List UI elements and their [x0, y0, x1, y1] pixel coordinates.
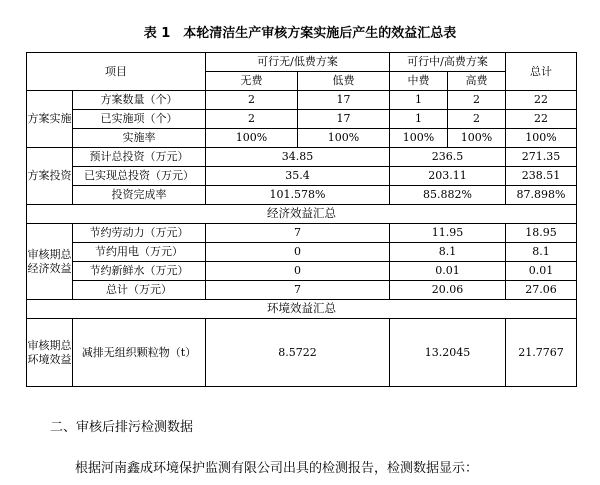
header-item: 项目	[27, 53, 206, 91]
table-caption: 表 1 本轮清洁生产审核方案实施后产生的效益汇总表	[143, 26, 457, 41]
cell-total: 18.95	[506, 224, 577, 243]
row-label: 总计（万元）	[73, 281, 206, 300]
row-label: 减排无组织颗粒物（t）	[73, 319, 206, 387]
row-label: 已实施项（个）	[73, 110, 206, 129]
table-row	[27, 319, 577, 387]
cell-high-cost: 100%	[448, 129, 506, 148]
cell-high-cost-plans: 11.95	[390, 224, 506, 243]
cell-no-cost: 2	[206, 110, 298, 129]
table-row	[27, 224, 577, 243]
header-low-cost-plans: 可行无/低费方案	[206, 53, 390, 72]
cell-low-cost-plans: 35.4	[206, 167, 390, 186]
cell-low-cost-plans: 0	[206, 243, 390, 262]
group-label-economic: 审核期总经济效益	[27, 224, 73, 300]
cell-low-cost-plans: 0	[206, 262, 390, 281]
cell-total: 271.35	[506, 148, 577, 167]
row-label: 节约劳动力（万元）	[73, 224, 206, 243]
cell-low-cost: 17	[298, 91, 390, 110]
cell-total: 21.7767	[506, 319, 577, 387]
cell-high-cost-plans: 13.2045	[390, 319, 506, 387]
row-label: 节约用电（万元）	[73, 243, 206, 262]
cell-mid-cost: 1	[390, 110, 448, 129]
header-total: 总计	[506, 53, 577, 91]
row-label: 投资完成率	[73, 186, 206, 205]
cell-total: 8.1	[506, 243, 577, 262]
table-row	[27, 167, 577, 186]
table-row	[27, 262, 577, 281]
cell-low-cost-plans: 101.578%	[206, 186, 390, 205]
cell-high-cost-plans: 8.1	[390, 243, 506, 262]
table-row	[27, 281, 577, 300]
row-label: 已实现总投资（万元）	[73, 167, 206, 186]
cell-total: 0.01	[506, 262, 577, 281]
environmental-heading: 环境效益汇总	[27, 300, 577, 319]
header-no-cost: 无费	[206, 72, 298, 91]
cell-high-cost-plans: 20.06	[390, 281, 506, 300]
group-label-implementation: 方案实施	[27, 91, 73, 148]
cell-total: 87.898%	[506, 186, 577, 205]
cell-high-cost-plans: 85.882%	[390, 186, 506, 205]
cell-low-cost-plans: 8.5722	[206, 319, 390, 387]
group-label-investment: 方案投资	[27, 148, 73, 205]
table-row	[27, 91, 577, 110]
cell-high-cost-plans: 236.5	[390, 148, 506, 167]
cell-total: 100%	[506, 129, 577, 148]
section-title: 二、审核后排污检测数据	[50, 420, 194, 435]
row-label: 实施率	[73, 129, 206, 148]
cell-low-cost-plans: 7	[206, 281, 390, 300]
table-row	[27, 186, 577, 205]
row-label: 方案数量（个）	[73, 91, 206, 110]
cell-high-cost-plans: 0.01	[390, 262, 506, 281]
cell-low-cost-plans: 7	[206, 224, 390, 243]
row-label: 预计总投资（万元）	[73, 148, 206, 167]
header-high-cost: 高费	[448, 72, 506, 91]
benefit-summary-table	[26, 52, 577, 387]
cell-no-cost: 100%	[206, 129, 298, 148]
cell-high-cost-plans: 203.11	[390, 167, 506, 186]
cell-low-cost: 100%	[298, 129, 390, 148]
header-mid-cost: 中费	[390, 72, 448, 91]
table-row	[27, 110, 577, 129]
economic-heading: 经济效益汇总	[27, 205, 577, 224]
cell-low-cost: 17	[298, 110, 390, 129]
cell-total: 27.06	[506, 281, 577, 300]
table-row	[27, 129, 577, 148]
cell-no-cost: 2	[206, 91, 298, 110]
header-low-cost: 低费	[298, 72, 390, 91]
cell-total: 22	[506, 110, 577, 129]
header-high-cost-plans: 可行中/高费方案	[390, 53, 506, 72]
cell-low-cost-plans: 34.85	[206, 148, 390, 167]
group-label-environmental: 审核期总环境效益	[27, 319, 73, 387]
cell-mid-cost: 100%	[390, 129, 448, 148]
cell-mid-cost: 1	[390, 91, 448, 110]
table-row	[27, 148, 577, 167]
row-label: 节约新鲜水（万元）	[73, 262, 206, 281]
cell-total: 238.51	[506, 167, 577, 186]
cell-total: 22	[506, 91, 577, 110]
cell-high-cost: 2	[448, 91, 506, 110]
cell-high-cost: 2	[448, 110, 506, 129]
table-row	[27, 243, 577, 262]
body-paragraph: 根据河南鑫成环境保护监测有限公司出具的检测报告，检测数据显示：	[75, 461, 479, 476]
